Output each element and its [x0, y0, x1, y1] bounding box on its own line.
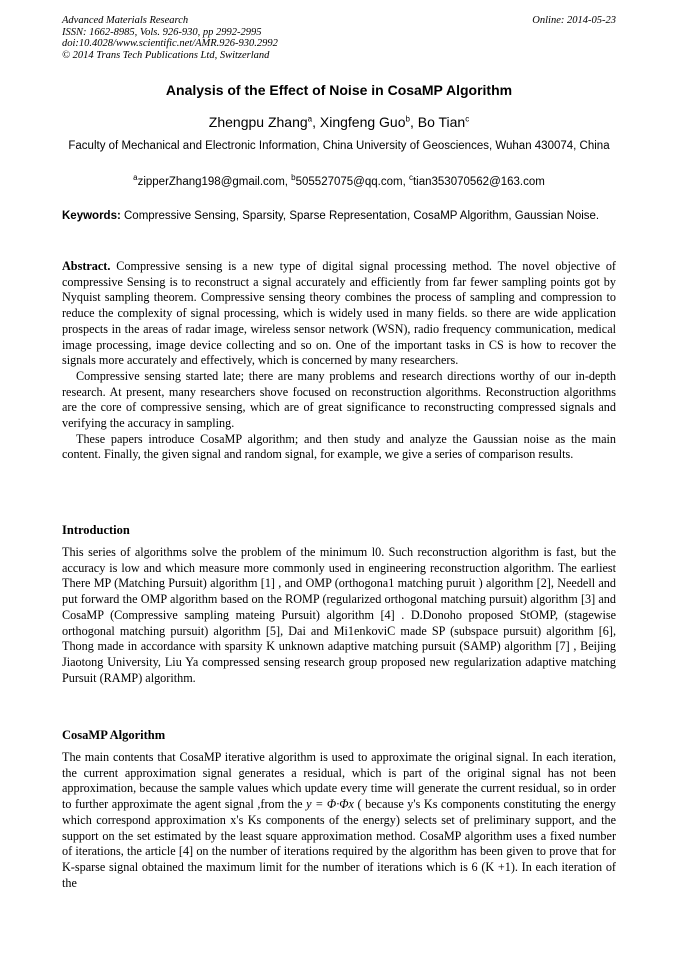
- author-name: Zhengpu Zhang: [208, 114, 308, 130]
- section-heading-introduction: Introduction: [62, 523, 130, 537]
- author-list: Zhengpu Zhang$^a$, Xingfeng Guo$^b$, Bo Tian$^c$: [208, 114, 470, 130]
- keywords: [62, 208, 616, 224]
- email-superscript: c: [408, 173, 413, 182]
- email-link[interactable]: 505527075@qq.com: [295, 175, 403, 188]
- email-link[interactable]: zipperZhang198@gmail.com: [137, 175, 285, 188]
- online-date: Online: 2014-05-23: [532, 15, 616, 26]
- paper-title: Analysis of the Effect of Noise in CosaMP Algorithm: [165, 82, 513, 98]
- section-heading-cosamp: CosaMP Algorithm: [62, 728, 166, 742]
- issn-line: ISSN: 1662-8985, Vols. 926-930, pp 2992-2995: [62, 26, 262, 38]
- copyright-line: © 2014 Trans Tech Publications Ltd, Switzerland: [62, 49, 270, 61]
- author-superscript: b: [405, 114, 410, 124]
- cosamp-text-before: The main contents that CosaMP iterative algorithm is used to approximate the original signal. In each iteration, the current approximation signal generates a residual, which is part of the original signal has not been approximation, because the sample values which update every time will generate the current residual, so in order to further approximate the agent signal ,from the: [62, 750, 616, 812]
- author-superscript: c: [465, 114, 470, 124]
- email-link[interactable]: tian353070562@163.com: [412, 175, 545, 188]
- email-superscript: b: [291, 173, 296, 182]
- email-list: $^a$zipperZhang198@gmail.com, $^b$505527075@qq.com, $^c$tian353070562@163.com: [133, 173, 545, 188]
- journal-name: Advanced Materials Research: [62, 15, 189, 26]
- abstract-paragraph: These papers introduce CosaMP algorithm; and then study and analyze the Gaussian noise as the main content. Finally, the given signal and random signal, for example, we give a series of comparison results.: [62, 431, 616, 462]
- keywords-text: Compressive Sensing, Sparsity, Sparse Representation, CosaMP Algorithm, Gaussian Noise.: [124, 210, 600, 222]
- abstract-text: Compressive sensing is a new type of digital signal processing method. The novel objective of compressive Sensing is to reconstruct a signal accurately and efficiently from far fewer sampling points got by Nyquist sampling theorem. Compressive sensing theory combines the process of sampling and compression to reduce the complexity of signal processing, which is widely used in many fields. so there are wide application prospects in the areas of radar image, wireless sensor network (WSN), radio frequency communication, medical image processing, image device collecting and so on. One of the important tasks in CS is how to recover the signals more accurately and effectively, which is concerned by many researchers.: [62, 259, 616, 368]
- abstract-paragraph: Compressive sensing started late; there are many problems and research directions worthy of our in-depth research. At present, many researchers shove focused on reconstruction algorithms. Reconstruction algorithms are the core of compressive sensing, which are of great significance to reconstructing compressed signals and verifying the accuracy in sampling.: [62, 368, 616, 431]
- cosamp-text-after: ( because y's Ks components constituting the energy which correspond approximation x's Ks components of the energy) selects set of preliminary support, and the support on the set estimated by the least square approximation method. CosaMP algorithm uses a fixed number of iterations, the article [4] on the number of iterations required by the algorithm has been given to prove that for K-sparse signal obtained the maximum limit for the number of iterations which is 6 (K +1). In each iteration of the: [62, 797, 617, 890]
- keywords-label: Keywords:: [62, 210, 121, 222]
- author-name: Xingfeng Guo: [319, 114, 406, 130]
- affiliation: Faculty of Mechanical and Electronic Information, China University of Geosciences, Wuhan 430074, China: [68, 140, 610, 152]
- cosamp-paragraph: [62, 750, 616, 891]
- abstract-label: Abstract.: [62, 259, 111, 273]
- inline-formula: y = Φ·Φx: [306, 797, 354, 812]
- introduction-paragraph: This series of algorithms solve the problem of the minimum l0. Such reconstruction algorithm is fast, but the accuracy is low and which measure more commonly used in engineering reconstruction algorithm. The earliest There MP (Matching Pursuit) algorithm [1] , and OMP (orthogona1 matching puruit ) algorithm [2], Needell and put forward the OMP algorithm based on the ROMP (regularized orthogonal matching pursuit) algorithm [3] and CosaMP (Compressive sampling mateing Pursuit) algorithm [4] . D.Donoho proposed StOMP, (stagewise orthogonal matching pursuit) algorithm [5], Dai and Mi1enkoviC made SP (subspace pursuit) algorithm [6], Thong made in accordance with sparsity K unknown adaptive matching pursuit (SAMP) algorithm [7] , Beijing Jiaotong University, Liu Ya compressed sensing research group proposed new regularization adaptive matching Pursuit (RAMP) algorithm.: [62, 545, 616, 685]
- email-superscript: a: [133, 173, 138, 182]
- doi-line: doi:10.4028/www.scientific.net/AMR.926-930.2992: [62, 38, 278, 49]
- author-superscript: a: [307, 114, 313, 124]
- abstract-paragraph: [62, 259, 616, 369]
- author-name: Bo Tian: [417, 114, 466, 130]
- journal-header: [62, 15, 616, 61]
- abstract: [62, 259, 616, 463]
